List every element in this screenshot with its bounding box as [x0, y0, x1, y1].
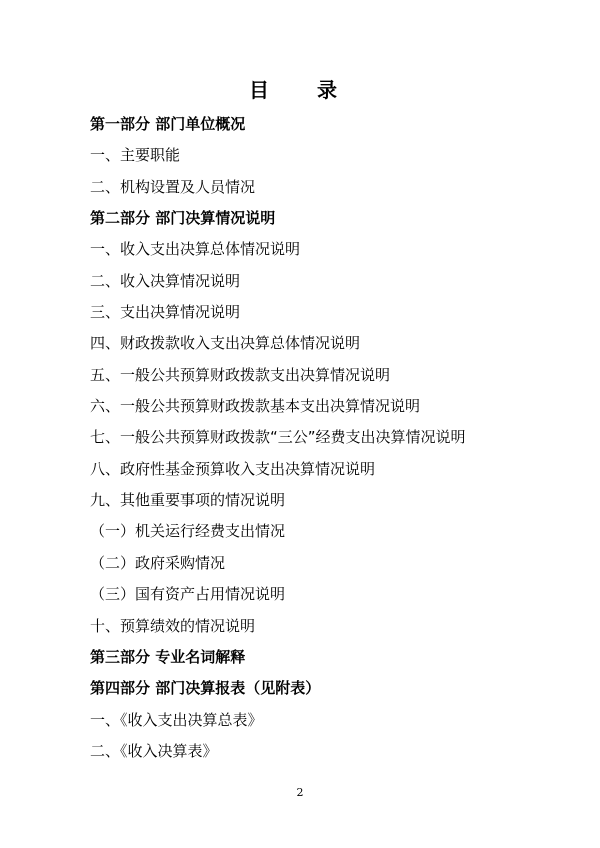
toc-section-heading: 第三部分 专业名词解释: [90, 647, 246, 666]
toc-entry: 六、一般公共预算财政拨款基本支出决算情况说明: [90, 397, 421, 416]
toc-entry: （一）机关运行经费支出情况: [90, 522, 286, 541]
page-number: 2: [296, 786, 304, 799]
toc-entry: 一、收入支出决算总体情况说明: [90, 240, 301, 259]
toc-entry: （三）国有资产占用情况说明: [90, 585, 286, 604]
toc-section-heading: 第四部分 部门决算报表（见附表）: [90, 679, 321, 698]
toc-entry: 八、政府性基金预算收入支出决算情况说明: [90, 459, 376, 478]
toc-entry: 二、《收入决算表》: [90, 741, 218, 760]
toc-entry: 二、收入决算情况说明: [90, 271, 241, 290]
toc-entry: 一、主要职能: [90, 146, 181, 165]
toc-section-heading: 第一部分 部门单位概况: [90, 115, 246, 133]
toc-entry: 一、《收入支出决算总表》: [90, 710, 263, 729]
table-of-contents: [90, 109, 560, 767]
toc-entry: 五、一般公共预算财政拨款支出决算情况说明: [90, 365, 391, 384]
toc-entry: 九、其他重要事项的情况说明: [90, 491, 286, 510]
toc-entry: 七、一般公共预算财政拨款“三公”经费支出决算情况说明: [90, 428, 466, 447]
toc-entry: 三、支出决算情况说明: [90, 303, 241, 322]
toc-entry: 十、预算绩效的情况说明: [90, 616, 256, 635]
toc-entry: 四、财政拨款收入支出决算总体情况说明: [90, 334, 361, 353]
page-title: 目 录: [249, 78, 351, 102]
toc-section-heading: 第二部分 部门决算情况说明: [90, 209, 276, 228]
toc-entry: （二）政府采购情况: [90, 553, 226, 572]
toc-entry: 二、机构设置及人员情况: [90, 177, 256, 196]
